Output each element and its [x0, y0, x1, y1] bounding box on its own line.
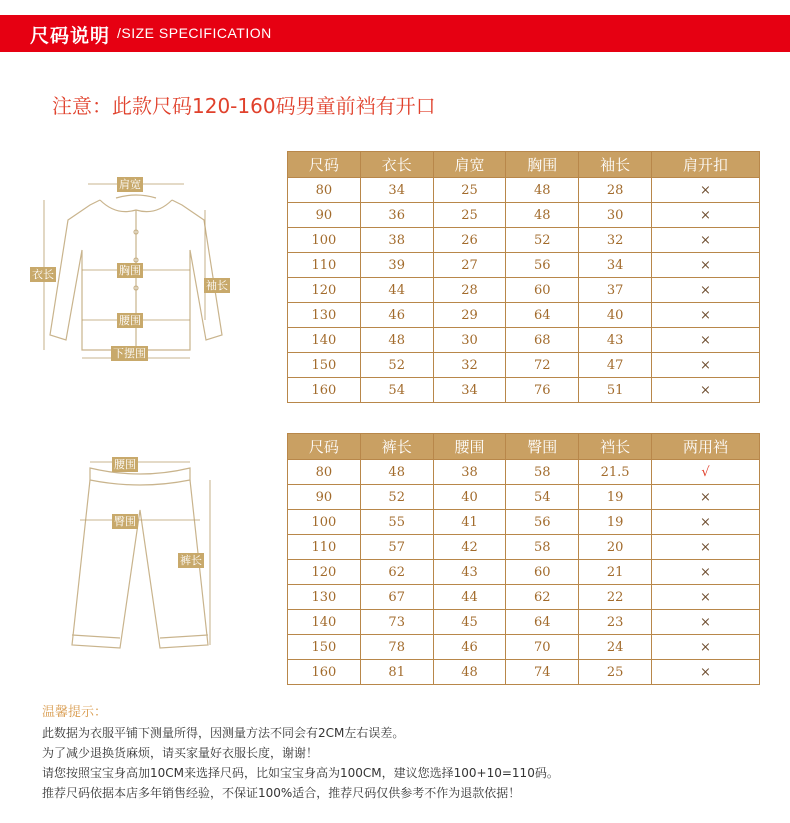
- table-row: [288, 610, 760, 635]
- tips-line: 请您按照宝宝身高加10CM来选择尺码，比如宝宝身高为100CM，建议您选择100+10=110码。: [42, 766, 559, 780]
- header-shoulder-button: 肩开扣: [651, 152, 759, 178]
- value-cell: 47: [579, 353, 652, 378]
- value-cell: 39: [360, 253, 433, 278]
- table-row: [288, 203, 760, 228]
- notice-text: 注意：此款尺码120-160码男童前裆有开口: [52, 94, 436, 118]
- value-cell: 46: [433, 635, 506, 660]
- value-cell: 60: [506, 278, 579, 303]
- value-cell: 25: [579, 660, 652, 685]
- size-cell: 90: [288, 203, 361, 228]
- value-cell: 45: [433, 610, 506, 635]
- size-cell: 110: [288, 535, 361, 560]
- label-shirt-waist: 腰围: [119, 314, 141, 327]
- value-cell: 58: [506, 460, 579, 485]
- header-shirt-length: 衣长: [360, 152, 433, 178]
- size-cell: 150: [288, 353, 361, 378]
- value-cell: 20: [579, 535, 652, 560]
- value-cell: 72: [506, 353, 579, 378]
- mark-cell: ×: [651, 535, 759, 560]
- value-cell: 44: [433, 585, 506, 610]
- table-header-row: [288, 152, 760, 178]
- tips-section: [42, 703, 559, 803]
- label-chest: 胸围: [119, 264, 141, 277]
- size-cell: 90: [288, 485, 361, 510]
- size-cell: 100: [288, 228, 361, 253]
- value-cell: 34: [433, 378, 506, 403]
- value-cell: 30: [579, 203, 652, 228]
- shirt-size-table: [287, 151, 760, 403]
- mark-cell: ×: [651, 485, 759, 510]
- mark-cell: ×: [651, 353, 759, 378]
- header-title-en: /SIZE SPECIFICATION: [117, 25, 272, 41]
- size-cell: 140: [288, 328, 361, 353]
- value-cell: 68: [506, 328, 579, 353]
- header-bar: [0, 15, 790, 52]
- value-cell: 30: [433, 328, 506, 353]
- value-cell: 54: [506, 485, 579, 510]
- table-row: [288, 485, 760, 510]
- value-cell: 38: [433, 460, 506, 485]
- size-cell: 140: [288, 610, 361, 635]
- pants-size-table: [287, 433, 760, 685]
- value-cell: 54: [360, 378, 433, 403]
- value-cell: 56: [506, 253, 579, 278]
- value-cell: 29: [433, 303, 506, 328]
- value-cell: 21: [579, 560, 652, 585]
- value-cell: 42: [433, 535, 506, 560]
- value-cell: 60: [506, 560, 579, 585]
- value-cell: 56: [506, 510, 579, 535]
- header-waist: 腰围: [433, 434, 506, 460]
- pants-outline: [60, 450, 230, 665]
- value-cell: 28: [433, 278, 506, 303]
- value-cell: 58: [506, 535, 579, 560]
- size-cell: 160: [288, 378, 361, 403]
- size-cell: 80: [288, 460, 361, 485]
- table-row: [288, 660, 760, 685]
- label-shirt-length: 衣长: [32, 268, 54, 281]
- value-cell: 27: [433, 253, 506, 278]
- mark-cell: ×: [651, 228, 759, 253]
- size-cell: 120: [288, 560, 361, 585]
- value-cell: 73: [360, 610, 433, 635]
- table-row: [288, 178, 760, 203]
- size-cell: 130: [288, 303, 361, 328]
- value-cell: 40: [579, 303, 652, 328]
- header-size: 尺码: [288, 152, 361, 178]
- table-row: [288, 535, 760, 560]
- header-size: 尺码: [288, 434, 361, 460]
- value-cell: 52: [360, 353, 433, 378]
- size-cell: 110: [288, 253, 361, 278]
- value-cell: 57: [360, 535, 433, 560]
- value-cell: 55: [360, 510, 433, 535]
- value-cell: 41: [433, 510, 506, 535]
- value-cell: 76: [506, 378, 579, 403]
- label-hip: 臀围: [114, 515, 136, 528]
- value-cell: 34: [360, 178, 433, 203]
- value-cell: 43: [433, 560, 506, 585]
- value-cell: 19: [579, 485, 652, 510]
- table-row: [288, 510, 760, 535]
- label-pants-length: 裤长: [180, 554, 202, 567]
- value-cell: 81: [360, 660, 433, 685]
- mark-cell: ×: [651, 560, 759, 585]
- mark-cell: ×: [651, 378, 759, 403]
- header-pants-length: 裤长: [360, 434, 433, 460]
- table-row: [288, 378, 760, 403]
- table-row: [288, 460, 760, 485]
- value-cell: 52: [360, 485, 433, 510]
- value-cell: 51: [579, 378, 652, 403]
- value-cell: 43: [579, 328, 652, 353]
- table-row: [288, 228, 760, 253]
- value-cell: 24: [579, 635, 652, 660]
- value-cell: 34: [579, 253, 652, 278]
- mark-cell: ×: [651, 585, 759, 610]
- table-row: [288, 560, 760, 585]
- header-dual-crotch: 两用裆: [651, 434, 759, 460]
- header-chest: 胸围: [506, 152, 579, 178]
- value-cell: 62: [360, 560, 433, 585]
- value-cell: 32: [433, 353, 506, 378]
- value-cell: 46: [360, 303, 433, 328]
- tips-line: 为了减少退换货麻烦，请买家量好衣服长度，谢谢！: [42, 746, 319, 760]
- table-row: [288, 278, 760, 303]
- mark-cell: ×: [651, 510, 759, 535]
- tips-line: 推荐尺码依据本店多年销售经验，不保证100%适合，推荐尺码仅供参考不作为退款依据！: [42, 786, 521, 800]
- value-cell: 48: [360, 460, 433, 485]
- table-row: [288, 585, 760, 610]
- mark-cell: ×: [651, 660, 759, 685]
- value-cell: 21.5: [579, 460, 652, 485]
- value-cell: 70: [506, 635, 579, 660]
- shirt-diagram: [20, 170, 250, 370]
- mark-cell: ×: [651, 178, 759, 203]
- mark-cell: √: [651, 460, 759, 485]
- value-cell: 64: [506, 610, 579, 635]
- header-title-cn: 尺码说明: [30, 25, 111, 47]
- value-cell: 22: [579, 585, 652, 610]
- size-cell: 150: [288, 635, 361, 660]
- label-sleeve: 袖长: [206, 279, 228, 292]
- value-cell: 38: [360, 228, 433, 253]
- mark-cell: ×: [651, 203, 759, 228]
- mark-cell: ×: [651, 303, 759, 328]
- header-crotch: 裆长: [579, 434, 652, 460]
- label-hem: 下摆围: [113, 347, 146, 360]
- header-shoulder: 肩宽: [433, 152, 506, 178]
- value-cell: 32: [579, 228, 652, 253]
- value-cell: 25: [433, 203, 506, 228]
- value-cell: 26: [433, 228, 506, 253]
- tips-title: 温馨提示：: [42, 705, 108, 720]
- value-cell: 40: [433, 485, 506, 510]
- value-cell: 74: [506, 660, 579, 685]
- value-cell: 64: [506, 303, 579, 328]
- size-cell: 160: [288, 660, 361, 685]
- value-cell: 44: [360, 278, 433, 303]
- size-cell: 100: [288, 510, 361, 535]
- table-row: [288, 353, 760, 378]
- table-row: [288, 253, 760, 278]
- mark-cell: ×: [651, 328, 759, 353]
- value-cell: 19: [579, 510, 652, 535]
- value-cell: 48: [360, 328, 433, 353]
- tips-line: 此数据为衣服平铺下测量所得，因测量方法不同会有2CM左右误差。: [42, 726, 405, 740]
- value-cell: 78: [360, 635, 433, 660]
- size-cell: 130: [288, 585, 361, 610]
- value-cell: 62: [506, 585, 579, 610]
- table-header-row: [288, 434, 760, 460]
- value-cell: 48: [433, 660, 506, 685]
- value-cell: 48: [506, 203, 579, 228]
- table-row: [288, 328, 760, 353]
- value-cell: 67: [360, 585, 433, 610]
- mark-cell: ×: [651, 635, 759, 660]
- table-row: [288, 303, 760, 328]
- label-pants-waist: 腰围: [114, 458, 136, 471]
- header-hip: 臀围: [506, 434, 579, 460]
- value-cell: 23: [579, 610, 652, 635]
- size-cell: 120: [288, 278, 361, 303]
- value-cell: 28: [579, 178, 652, 203]
- value-cell: 36: [360, 203, 433, 228]
- value-cell: 25: [433, 178, 506, 203]
- value-cell: 48: [506, 178, 579, 203]
- header-sleeve: 袖长: [579, 152, 652, 178]
- label-shoulder: 肩宽: [119, 178, 141, 191]
- pants-diagram: [60, 450, 230, 665]
- size-cell: 80: [288, 178, 361, 203]
- mark-cell: ×: [651, 610, 759, 635]
- mark-cell: ×: [651, 253, 759, 278]
- value-cell: 37: [579, 278, 652, 303]
- table-row: [288, 635, 760, 660]
- mark-cell: ×: [651, 278, 759, 303]
- value-cell: 52: [506, 228, 579, 253]
